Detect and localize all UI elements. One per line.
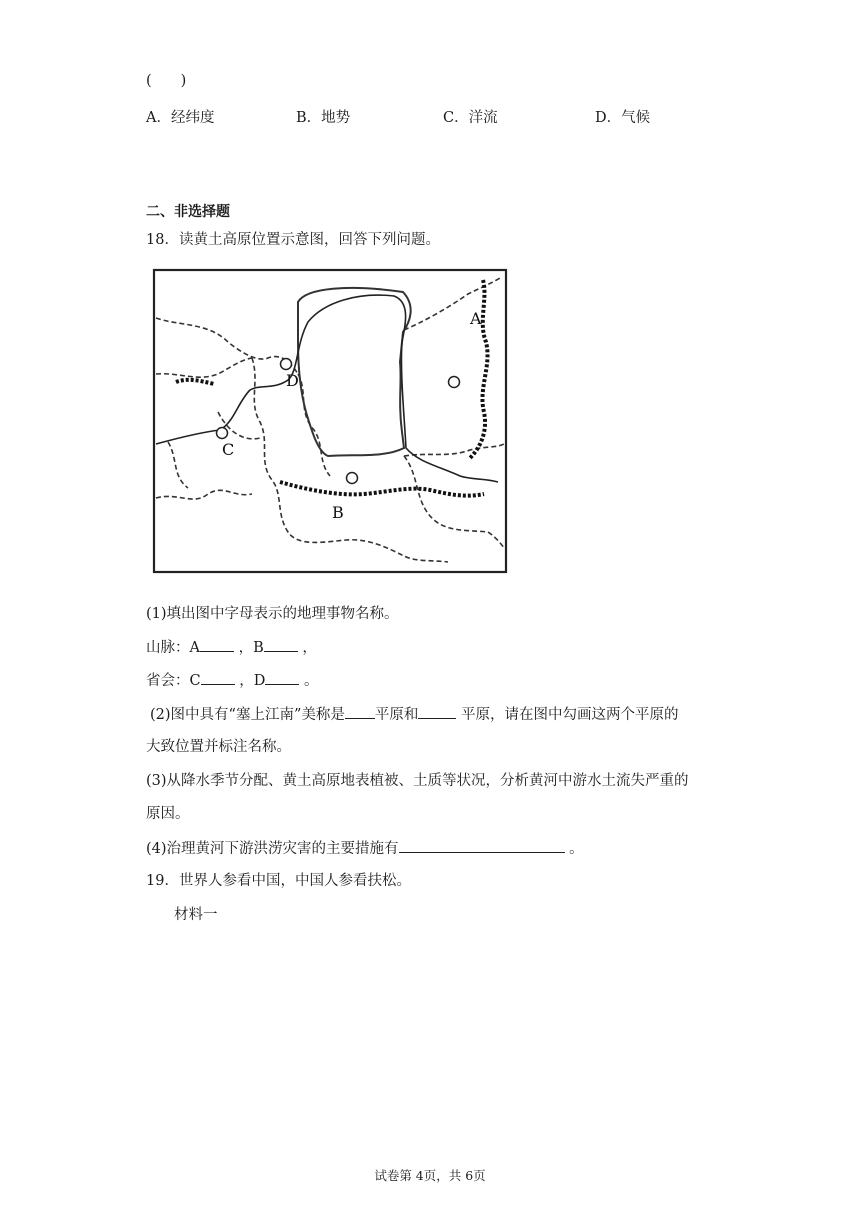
q18-part2 — [150, 704, 678, 725]
q18-part4-a: (4)治理黄河下游洪涝灾害的主要措施有 — [146, 841, 399, 857]
q17-option-d: D．气候 — [595, 110, 651, 126]
map-label-a: A — [470, 309, 482, 328]
q18-part2-b: 平原和 — [374, 707, 419, 723]
q18-part1-capitals — [146, 670, 318, 691]
q18-part4 — [146, 838, 584, 859]
q18-part3-line1: (3)从降水季节分配、黄土高原地表植被、土质等状况，分析黄河中游水土流失严重的 — [146, 773, 689, 789]
q17-answer-bracket: ( ) — [146, 73, 187, 89]
answer-blank-c[interactable] — [201, 670, 235, 685]
capitals-lead: 省会：C — [146, 673, 201, 689]
q18-part2-a: (2)图中具有“塞上江南”美称是 — [150, 707, 345, 723]
q19-material: 材料一 — [174, 907, 218, 923]
loess-plateau-map — [148, 262, 530, 594]
q17-option-b: B．地势 — [296, 110, 351, 126]
answer-blank-plain1[interactable] — [345, 704, 375, 719]
mountains-lead: 山脉：A — [146, 640, 200, 656]
answer-blank-plain2[interactable] — [418, 704, 456, 719]
map-label-c: C — [222, 440, 235, 459]
map-label-b: B — [332, 503, 344, 522]
section-title: 二、非选择题 — [146, 204, 230, 220]
q18-stem: 18．读黄土高原位置示意图，回答下列问题。 — [146, 232, 440, 248]
q18-part1-mountains — [146, 637, 317, 658]
q17-option-c: C．洋流 — [443, 110, 498, 126]
q19-stem: 19．世界人参看中国，中国人参看扶松。 — [146, 873, 411, 889]
q18-part2-line2: 大致位置并标注名称。 — [146, 739, 291, 755]
map-label-d: D — [286, 371, 299, 390]
q17-option-a: A．经纬度 — [146, 110, 215, 126]
mountains-tail: ， — [297, 640, 317, 656]
mountains-mid: ，B — [233, 640, 264, 656]
answer-blank-d[interactable] — [265, 670, 299, 685]
answer-blank-a[interactable] — [200, 637, 234, 652]
answer-blank-measures[interactable] — [399, 838, 565, 853]
q18-part1: (1)填出图中字母表示的地理事物名称。 — [146, 606, 399, 622]
q18-part4-b: 。 — [564, 841, 584, 857]
capitals-tail: 。 — [299, 673, 319, 689]
page-footer: 试卷第 4页，共 6页 — [374, 1168, 486, 1183]
capitals-mid: ，D — [234, 673, 266, 689]
q18-part3-line2: 原因。 — [146, 806, 190, 822]
answer-blank-b[interactable] — [264, 637, 298, 652]
q18-part2-c: 平原，请在图中勾画这两个平原的 — [456, 707, 679, 723]
